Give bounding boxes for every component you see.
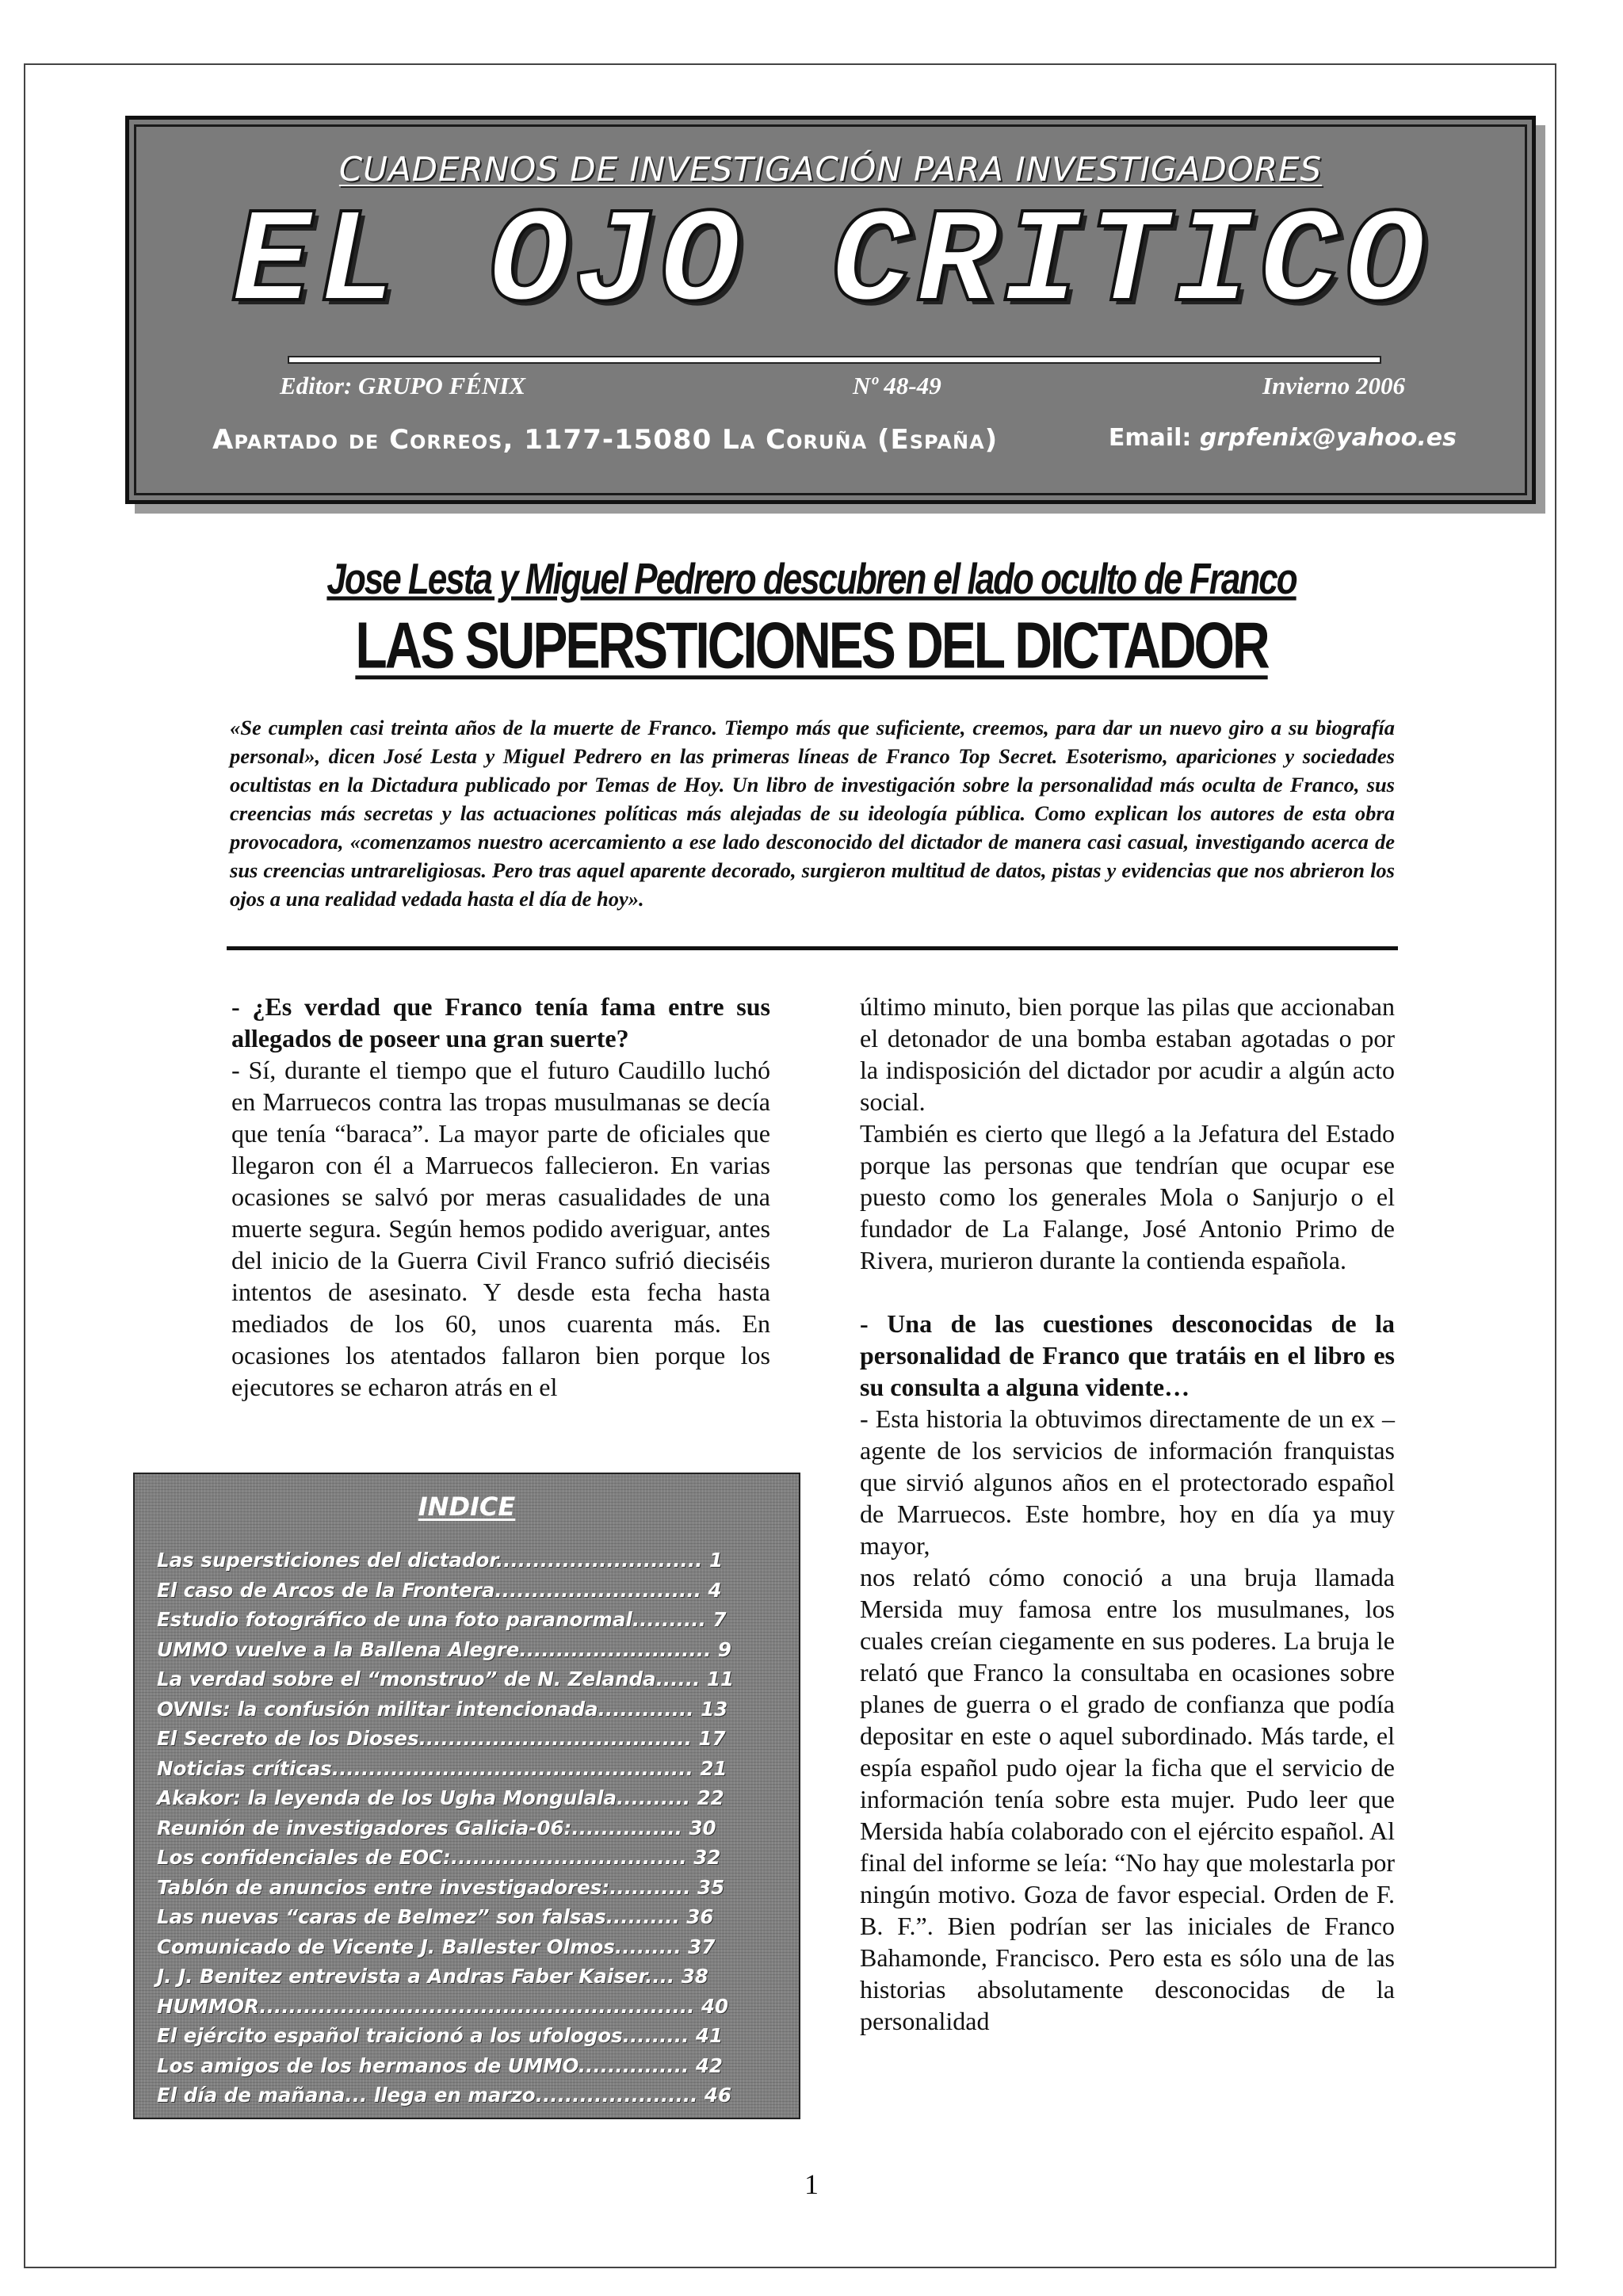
- index-item[interactable]: J. J. Benitez entrevista a Andras Faber Kaiser.... 38: [157, 1965, 708, 1988]
- index-item[interactable]: Las supersticiones del dictador............................ 1: [157, 1549, 724, 1572]
- masthead: [125, 116, 1536, 504]
- masthead-meta: [280, 372, 1405, 411]
- editor-credit: Editor: GRUPO FÉNIX: [280, 372, 526, 399]
- index-item[interactable]: El día de mañana... llega en marzo...................... 46: [157, 2084, 732, 2107]
- index-item[interactable]: El caso de Arcos de la Frontera............................ 4: [157, 1578, 722, 1602]
- issue-season: Invierno 2006: [1262, 372, 1405, 399]
- index-item[interactable]: Las nuevas “caras de Belmez” son falsas.......... 36: [157, 1905, 714, 1928]
- article-kicker: Jose Lesta y Miguel Pedrero descubren el lado oculto de Franco: [327, 555, 1296, 604]
- index-item[interactable]: Los confidenciales de EOC:................................ 32: [157, 1846, 721, 1869]
- masthead-address-row: [212, 424, 1457, 464]
- lead-divider: [227, 946, 1398, 950]
- interview-answer-1-continued: último minuto, bien porque las pilas que accionaban el detonador de una bomba estaban agotadas o por la indisposición del dictador por acudir a algún acto social.: [860, 992, 1395, 1116]
- masthead-tagline: CUADERNOS DE INVESTIGACIÓN PARA INVESTIGADORES: [338, 150, 1323, 189]
- index-item[interactable]: El ejército español traicionó a los ufologos......... 41: [157, 2024, 724, 2047]
- masthead-rule: [288, 356, 1381, 364]
- email-address[interactable]: grpfenix@yahoo.es: [1199, 424, 1457, 452]
- index-item[interactable]: HUMMOR........................................................... 40: [157, 1994, 729, 2018]
- interview-answer-2-part-1: - Esta historia la obtuvimos directamente de un ex – agente de los servicios de información franquistas que sirvió algunos años en el protectorado español de Marruecos. Este hombre, hoy en día ya muy mayor,: [860, 1404, 1395, 1560]
- index-title: INDICE: [418, 1492, 516, 1522]
- paragraph-gap: [860, 1276, 1395, 1308]
- issue-number: Nº 48-49: [853, 372, 941, 399]
- index-box: [133, 1473, 800, 2119]
- postal-address: Apartado de Correos, 1177-15080 La Coruña (España): [212, 424, 999, 456]
- index-item[interactable]: La verdad sobre el “monstruo” de N. Zelanda...... 11: [157, 1668, 735, 1690]
- index-item[interactable]: OVNIs: la confusión militar intencionada............. 13: [157, 1697, 728, 1721]
- interview-answer-1: - Sí, durante el tiempo que el futuro Caudillo luchó en Marruecos contra las tropas musulmanas se decía que tenía “baraca”. La mayor parte de oficiales que llegaron con él a Marruecos fallecieron. En varias ocasiones se salvó por meras casualidades de una muerte segura. Según hemos podido averiguar, antes del inicio de la Guerra Civil Franco sufrió dieciséis intentos de asesinato. Y desde esta fecha hasta mediados de los 60, unos cuarenta más. En ocasiones los atentados fallaron bien porque los ejecutores se echaron atrás en el: [231, 1056, 770, 1401]
- index-item[interactable]: Akakor: la leyenda de los Ugha Mongulala.......... 22: [157, 1786, 724, 1809]
- index-item[interactable]: Los amigos de los hermanos de UMMO............... 42: [157, 2053, 723, 2077]
- interview-question-1: - ¿Es verdad que Franco tenía fama entre sus allegados de poseer una gran suerte?: [231, 992, 770, 1052]
- interview-question-2: - Una de las cuestiones desconocidas de la personalidad de Franco que tratáis en el libro es su consulta a alguna vidente…: [860, 1309, 1395, 1401]
- body-column-right: [860, 991, 1395, 2037]
- index-item[interactable]: UMMO vuelve a la Ballena Alegre.......................... 9: [157, 1637, 731, 1661]
- index-item[interactable]: Noticias críticas................................................. 21: [157, 1756, 727, 1780]
- article-headline: LAS SUPERSTICIONES DEL DICTADOR: [355, 608, 1268, 682]
- page-number: 1: [804, 2168, 819, 2200]
- article-lead: «Se cumplen casi treinta años de la muerte de Franco. Tiempo más que suficiente, creemos, para dar un nuevo giro a su biografía personal», dicen José Lesta y Miguel Pedrero en las primeras líneas de Franco Top Secret. Esoterismo, apariciones y sociedades ocultistas en la Dictadura publicado por Temas de Hoy. Un libro de investigación sobre la personalidad más oculta de Franco, sus creencias más secretas y las actuaciones políticas más alejadas de su ideología pública. Como explican los autores de esta obra provocadora, «comenzamos nuestro acercamiento a ese lado desconocido del dictador de manera casi casual, investigando acerca de sus creencias untrareligiosas. Pero tras aquel aparente decorado, surgieron multitud de datos, pistas y evidencias que nos abrieron los ojos a una realidad vedada hasta el día de hoy».: [230, 716, 1395, 911]
- masthead-title: EL OJO CRITICO: [231, 188, 1430, 341]
- index-item[interactable]: Tablón de anuncios entre investigadores:........... 35: [157, 1875, 725, 1899]
- email-label: Email:: [1108, 424, 1192, 452]
- index-item[interactable]: El Secreto de los Dioses..................................... 17: [157, 1727, 726, 1750]
- interview-answer-1-more: También es cierto que llegó a la Jefatura del Estado porque las personas que tendrían que ocupar ese puesto como los generales Mola o Sanjurjo o el fundador de La Falange, José Antonio Primo de Rivera, murieron durante la contienda española.: [860, 1119, 1395, 1274]
- index-item[interactable]: Comunicado de Vicente J. Ballester Olmos......... 37: [157, 1935, 716, 1958]
- index-item[interactable]: Estudio fotográfico de una foto paranormal.......... 7: [157, 1608, 727, 1631]
- index-item[interactable]: Reunión de investigadores Galicia-06:............... 30: [157, 1816, 716, 1839]
- body-column-left: [231, 991, 770, 1403]
- email-line: [1109, 424, 1457, 452]
- interview-answer-2-part-2: nos relató cómo conoció a una bruja llamada Mersida muy famosa entre los musulmanes, los cuales creían ciegamente en sus poderes. La bruja le relató que Franco la consultaba en ocasiones sobre planes de guerra o el grado de confianza que podía depositar en este o aquel subordinado. Más tarde, el espía español pudo ojear la ficha que el servicio de información tenía sobre esta mujer. Pudo leer que Mersida había colaborado con el ejército español. Al final del informe se leía: “No hay que molestarla por ningún motivo. Goza de favor especial. Orden de F. B. F.”. Bien podrían ser las iniciales de Franco Bahamonde, Francisco. Pero esta es sólo una de las historias absolutamente desconocidas de la personalidad: [860, 1563, 1395, 2035]
- index-list: [157, 1545, 778, 2111]
